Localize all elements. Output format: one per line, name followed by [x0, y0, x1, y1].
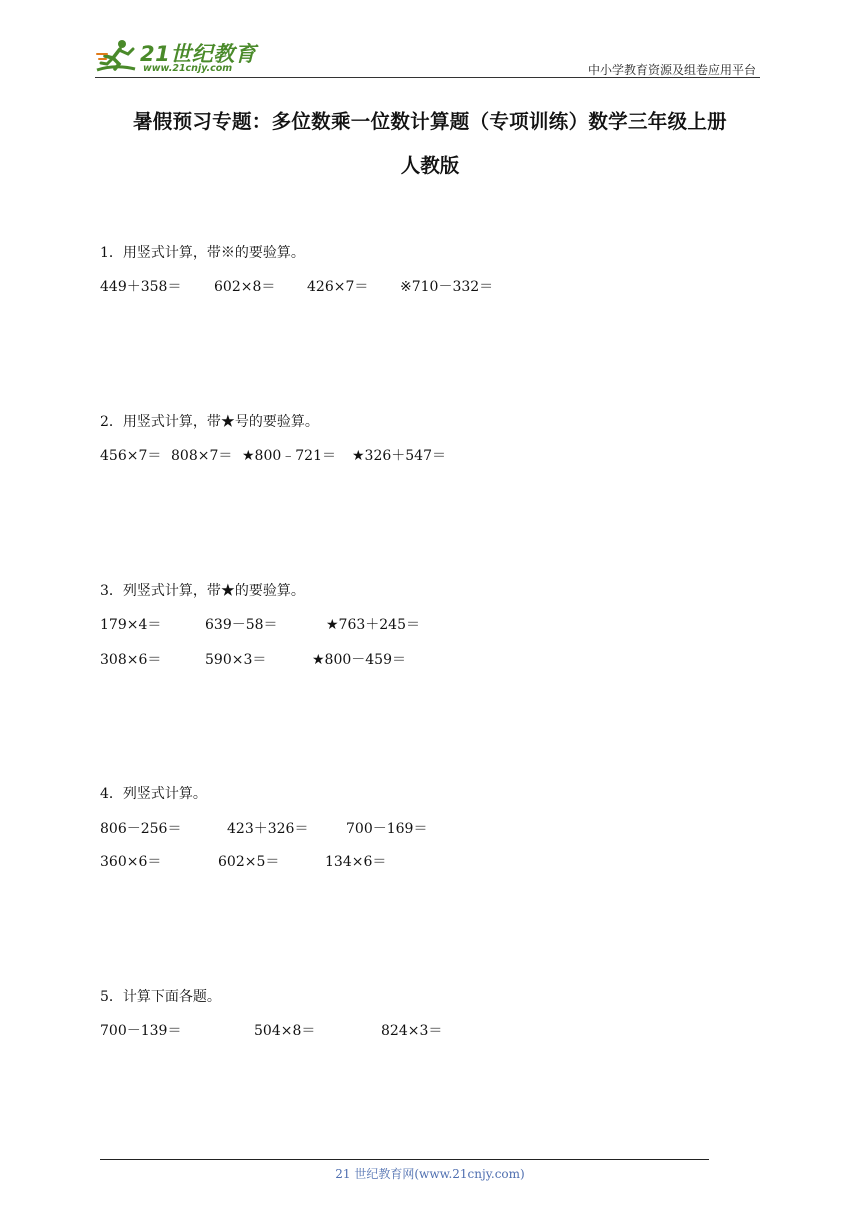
question-3-expression: 639－58＝ — [205, 617, 278, 633]
question-5-title: 5．计算下面各题。 — [100, 989, 221, 1005]
question-3-expression: ★763＋245＝ — [326, 617, 420, 633]
question-2-expression: 456×7＝ — [100, 448, 162, 464]
footer-divider — [100, 1159, 709, 1160]
question-5-expression: 824×3＝ — [381, 1023, 443, 1039]
question-3-expression: ★800－459＝ — [312, 652, 406, 668]
question-2-expression: ★326＋547＝ — [352, 448, 446, 464]
runner-icon — [95, 36, 139, 78]
question-1-expression: 426×7＝ — [307, 279, 369, 295]
question-1-expression: 602×8＝ — [214, 279, 276, 295]
question-2-title: 2．用竖式计算，带★号的要验算。 — [100, 414, 319, 430]
header-tagline: 中小学教育资源及组卷应用平台 — [587, 63, 756, 77]
question-3-expression: 590×3＝ — [205, 652, 267, 668]
question-3-expression: 308×6＝ — [100, 652, 162, 668]
header-divider — [95, 77, 760, 78]
question-1-title: 1．用竖式计算，带※的要验算。 — [100, 245, 305, 261]
question-4-expression: 423＋326＝ — [227, 821, 309, 837]
question-5-expression: 504×8＝ — [254, 1023, 316, 1039]
question-3-expression: 179×4＝ — [100, 617, 162, 633]
question-4-expression: 134×6＝ — [325, 854, 387, 870]
question-2-expression: 808×7＝ — [171, 448, 233, 464]
question-2-expression: ★800﹣721＝ — [242, 448, 336, 464]
site-logo — [95, 36, 265, 78]
question-5-expression: 700－139＝ — [100, 1023, 182, 1039]
question-1-expression: ※710－332＝ — [400, 279, 494, 295]
question-1-expression: 449＋358＝ — [100, 279, 182, 295]
footer-link[interactable]: 21 世纪教育网(www.21cnjy.com) — [335, 1167, 525, 1181]
question-4-expression: 360×6＝ — [100, 854, 162, 870]
question-4-expression: 700－169＝ — [346, 821, 428, 837]
question-3-title: 3．列竖式计算，带★的要验算。 — [100, 583, 305, 599]
question-4-expression: 806－256＝ — [100, 821, 182, 837]
page-title: 暑假预习专题：多位数乘一位数计算题（专项训练）数学三年级上册 — [132, 110, 727, 133]
page-title-line-2: 人教版 — [400, 154, 460, 177]
logo-brand-text: 21世纪教育 — [140, 42, 257, 66]
question-4-expression: 602×5＝ — [218, 854, 280, 870]
question-4-title: 4．列竖式计算。 — [100, 786, 207, 802]
logo-url-text: www.21cnjy.com — [143, 63, 233, 74]
